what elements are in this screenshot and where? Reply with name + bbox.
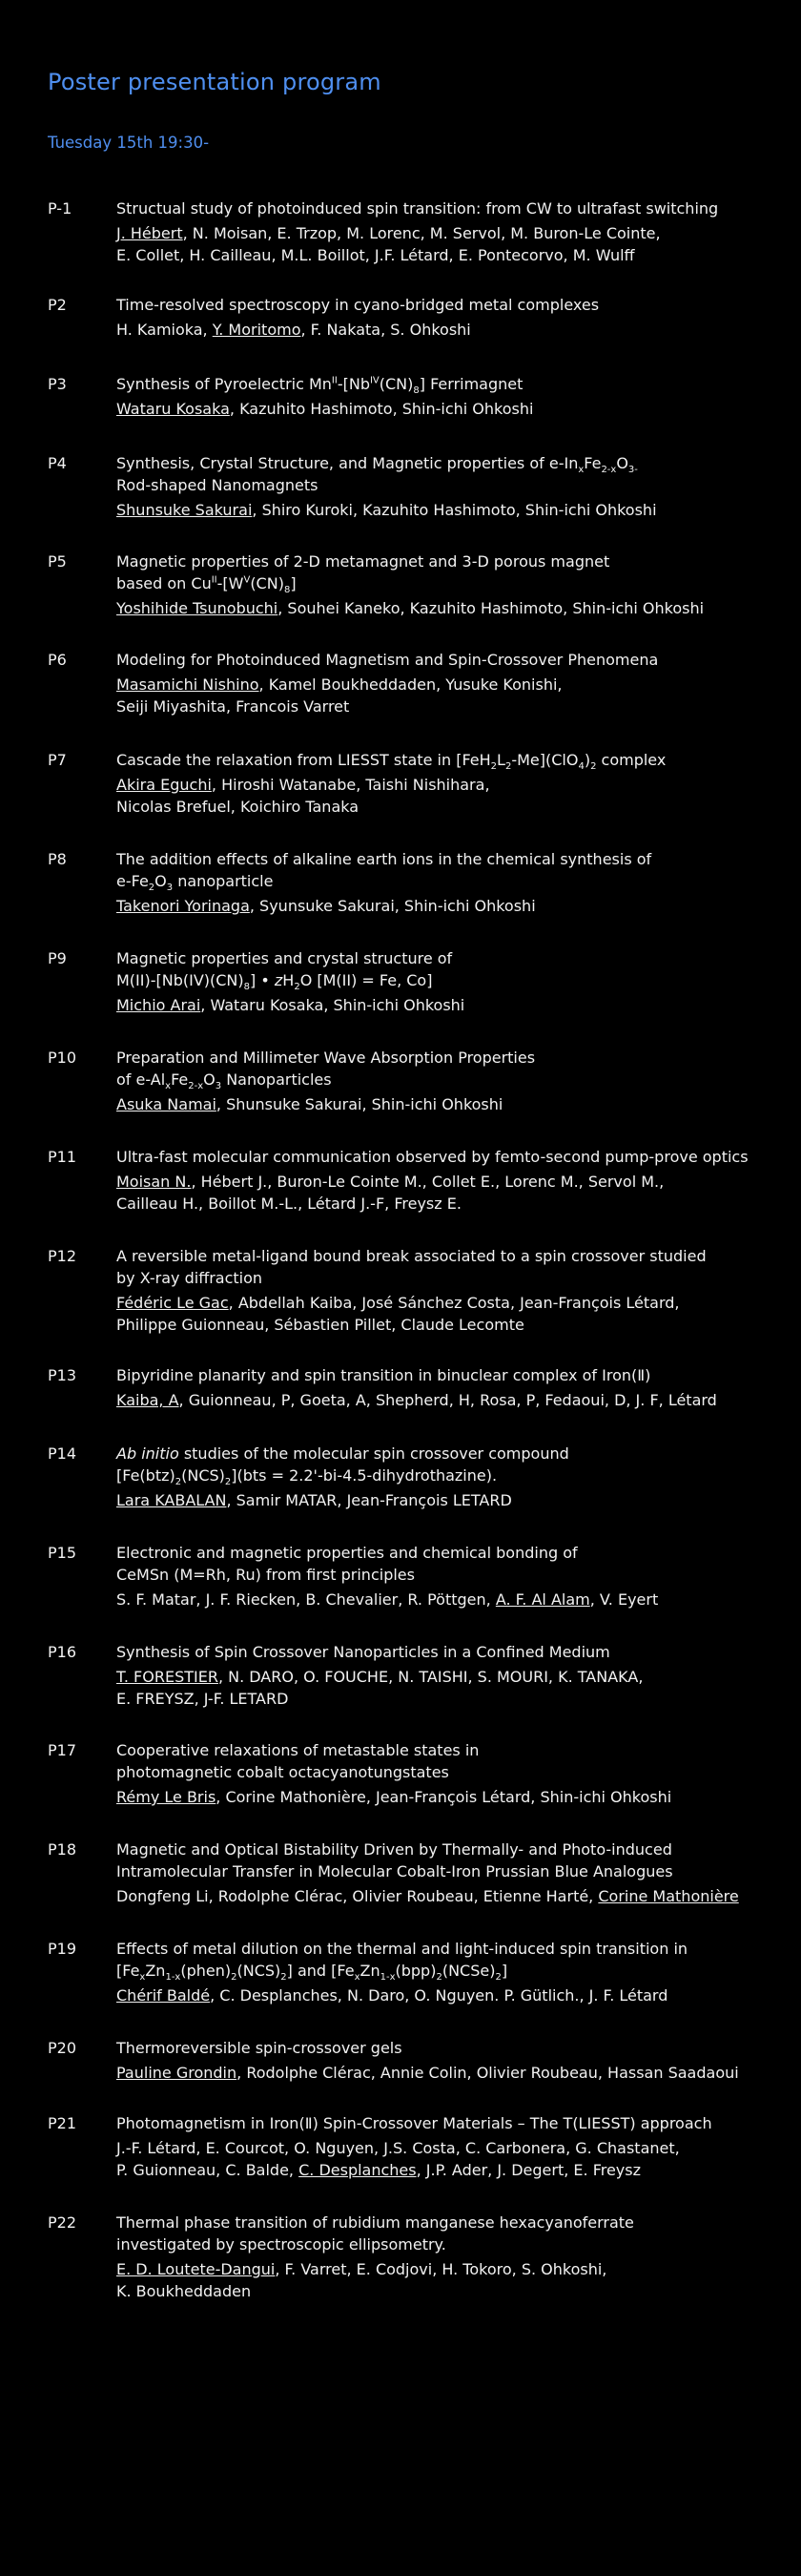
- poster-authors: Kaiba, A, Guionneau, P, Goeta, A, Shepherd, H, Rosa, P, Fedaoui, D, J. F, Létard: [116, 1391, 717, 1409]
- poster-authors: Fédéric Le Gac, Abdellah Kaiba, José Sánchez Costa, Jean-François Létard,: [116, 1294, 680, 1312]
- poster-entry: [48, 1443, 782, 1511]
- poster-authors: J.-F. Létard, E. Courcot, O. Nguyen, J.S. Costa, C. Carbonera, G. Chastanet,: [116, 2139, 680, 2157]
- poster-authors: J. Hébert, N. Moisan, E. Trzop, M. Lorenc, M. Servol, M. Buron-Le Cointe,: [116, 224, 661, 242]
- presenter-name: Asuka Namai: [116, 1095, 216, 1113]
- poster-authors: Shunsuke Sakurai, Shiro Kuroki, Kazuhito Hashimoto, Shin-ichi Ohkoshi: [116, 501, 657, 519]
- poster-entry: [48, 452, 782, 521]
- poster-entry: [48, 1839, 782, 1907]
- presenter-name: Michio Arai: [116, 996, 201, 1014]
- poster-authors-line2: P. Guionneau, C. Balde, C. Desplanches, J.P. Ader, J. Degert, E. Freysz: [116, 2161, 641, 2179]
- poster-number: P4: [48, 454, 67, 472]
- poster-number: P16: [48, 1643, 77, 1661]
- poster-entry: [48, 848, 782, 917]
- poster-authors: Michio Arai, Wataru Kosaka, Shin-ichi Ohkoshi: [116, 996, 465, 1014]
- poster-authors: Asuka Namai, Shunsuke Sakurai, Shin-ichi Ohkoshi: [116, 1095, 503, 1113]
- poster-authors-line2: Philippe Guionneau, Sébastien Pillet, Claude Lecomte: [116, 1316, 524, 1334]
- presenter-name: C. Desplanches: [298, 2161, 417, 2179]
- presenter-name: Rémy Le Bris: [116, 1788, 216, 1806]
- presenter-name: Y. Moritomo: [212, 321, 301, 339]
- poster-title-line2: by X-ray diffraction: [116, 1269, 263, 1287]
- poster-number: P20: [48, 2039, 77, 2057]
- poster-title-line2: CeMSn (M=Rh, Ru) from first principles: [116, 1566, 415, 1584]
- poster-authors: Lara KABALAN, Samir MATAR, Jean-François LETARD: [116, 1491, 512, 1509]
- poster-number: P10: [48, 1049, 77, 1067]
- poster-title: Ab initio studies of the molecular spin crossover compound: [116, 1444, 569, 1463]
- poster-title-line2: based on $Cu^{II}-[W^V(CN)_8]$: [116, 574, 297, 596]
- poster-title: The addition effects of alkaline earth ions in the chemical synthesis of: [116, 850, 652, 868]
- poster-authors-line2: Nicolas Brefuel, Koichiro Tanaka: [116, 798, 359, 816]
- poster-entry: [48, 1938, 782, 2006]
- poster-number: P17: [48, 1741, 77, 1759]
- poster-title: Synthesis of Pyroelectric $Mn^{II}-[Nb^{IV}(CN)_8]$ Ferrimagnet: [116, 375, 524, 397]
- poster-authors-line2: Seiji Miyashita, Francois Varret: [116, 697, 350, 716]
- presenter-name: Pauline Grondin: [116, 2064, 237, 2082]
- poster-authors: Yoshihide Tsunobuchi, Souhei Kaneko, Kazuhito Hashimoto, Shin-ichi Ohkoshi: [116, 599, 705, 617]
- poster-number: P14: [48, 1444, 77, 1463]
- poster-number: P9: [48, 949, 67, 967]
- poster-title-line2: $[Fe(btz)_2(NCS)_2](bts$ = 2.2'-bi-4.5-dihydrothazine).: [116, 1466, 498, 1488]
- poster-entry: [48, 1739, 782, 1808]
- poster-entry: [48, 649, 782, 717]
- page-title: Poster presentation program: [48, 69, 381, 95]
- poster-entry: [48, 197, 782, 266]
- poster-title: Effects of metal dilution on the thermal and light-induced spin transition in: [116, 1940, 688, 1958]
- poster-title: Bipyridine planarity and spin transition in binuclear complex of Iron(Ⅱ): [116, 1366, 651, 1384]
- poster-title: Electronic and magnetic properties and chemical bonding of: [116, 1544, 578, 1562]
- poster-number: P12: [48, 1247, 77, 1265]
- poster-title: Photomagnetism in Iron(Ⅱ) Spin-Crossover Materials – The T(LIESST) approach: [116, 2114, 712, 2132]
- poster-number: P5: [48, 552, 67, 571]
- poster-title: Synthesis, Crystal Structure, and Magnetic properties of $e-In_xFe_{2-x}O_{3-}$: [116, 454, 638, 476]
- poster-number: P22: [48, 2213, 77, 2232]
- presenter-name: T. FORESTIER: [116, 1668, 218, 1686]
- poster-title-line2: of $e-Al_xFe_{2-x}O_3$ Nanoparticles: [116, 1070, 332, 1092]
- poster-title: Preparation and Millimeter Wave Absorption Properties: [116, 1049, 536, 1067]
- poster-title: Cascade the relaxation from LIESST state in $[FeH_2L_2-Me](ClO_4)_2$ complex: [116, 751, 667, 773]
- poster-title: Structual study of photoinduced spin transition: from CW to ultrafast switching: [116, 199, 719, 218]
- poster-title: Ultra-fast molecular communication observed by femto-second pump-prove optics: [116, 1148, 749, 1166]
- presenter-name: Takenori Yorinaga: [116, 897, 250, 915]
- poster-entry: [48, 2212, 782, 2302]
- presenter-name: Kaiba, A: [116, 1391, 179, 1409]
- poster-authors: Takenori Yorinaga, Syunsuke Sakurai, Shin-ichi Ohkoshi: [116, 897, 536, 915]
- poster-title: Cooperative relaxations of metastable states in: [116, 1741, 480, 1759]
- poster-title: Synthesis of Spin Crossover Nanoparticles in a Confined Medium: [116, 1643, 610, 1661]
- poster-authors: S. F. Matar, J. F. Riecken, B. Chevalier, R. Pöttgen, A. F. Al Alam, V. Eyert: [116, 1590, 659, 1609]
- presenter-name: Lara KABALAN: [116, 1491, 227, 1509]
- poster-authors: E. D. Loutete-Dangui, F. Varret, E. Codjovi, H. Tokoro, S. Ohkoshi,: [116, 2260, 607, 2278]
- poster-entry: [48, 1047, 782, 1115]
- poster-entry: [48, 373, 782, 420]
- poster-number: P15: [48, 1544, 77, 1562]
- poster-title: Time-resolved spectroscopy in cyano-bridged metal complexes: [116, 296, 600, 314]
- poster-authors-line2: K. Boukheddaden: [116, 2282, 252, 2300]
- poster-number: P3: [48, 375, 67, 393]
- poster-authors: H. Kamioka, Y. Moritomo, F. Nakata, S. Ohkoshi: [116, 321, 471, 339]
- poster-number: P8: [48, 850, 67, 868]
- presenter-name: Akira Eguchi: [116, 776, 212, 794]
- poster-entry: [48, 749, 782, 818]
- poster-authors-line2: Cailleau H., Boillot M.-L., Létard J.-F, Freysz E.: [116, 1195, 462, 1213]
- poster-entry: [48, 2037, 782, 2084]
- poster-entry: [48, 947, 782, 1016]
- poster-authors: Dongfeng Li, Rodolphe Clérac, Olivier Roubeau, Etienne Harté, Corine Mathonière: [116, 1887, 739, 1905]
- poster-entry: [48, 551, 782, 619]
- presenter-name: Fédéric Le Gac: [116, 1294, 229, 1312]
- poster-title-line2: $[Fe_xZn_{1-x}(phen)_2(NCS)_2]$ and $[Fe_xZn_{1-x}(bpp)_2(NCSe)_2]$: [116, 1962, 508, 1984]
- presenter-name: Shunsuke Sakurai: [116, 501, 253, 519]
- poster-title: Magnetic properties and crystal structure of: [116, 949, 453, 967]
- presenter-name: Masamichi Nishino: [116, 675, 259, 694]
- poster-title: A reversible metal-ligand bound break associated to a spin crossover studied: [116, 1247, 707, 1265]
- poster-number: P18: [48, 1840, 77, 1859]
- poster-number: P7: [48, 751, 67, 769]
- poster-authors: T. FORESTIER, N. DARO, O. FOUCHE, N. TAISHI, S. MOURI, K. TANAKA,: [116, 1668, 644, 1686]
- poster-title-line2: investigated by spectroscopic ellipsometry.: [116, 2235, 446, 2254]
- poster-title-line2: $M(II)-[Nb(IV)(CN)_8]$ • $zH_2O$ [M(II) = Fe, Co]: [116, 971, 433, 993]
- poster-authors-line2: E. Collet, H. Cailleau, M.L. Boillot, J.F. Létard, E. Pontecorvo, M. Wulff: [116, 246, 635, 264]
- poster-title: Thermoreversible spin-crossover gels: [116, 2039, 402, 2057]
- poster-entry: [48, 1245, 782, 1336]
- poster-title-line2: Rod-shaped Nanomagnets: [116, 476, 318, 494]
- poster-title: Magnetic and Optical Bistability Driven by Thermally- and Photo-induced: [116, 1840, 672, 1859]
- presenter-name: Moisan N.: [116, 1173, 192, 1191]
- session-heading: Tuesday 15th 19:30-: [48, 134, 210, 152]
- poster-number: P19: [48, 1940, 77, 1958]
- presenter-name: Chérif Baldé: [116, 1986, 211, 2005]
- poster-authors: Pauline Grondin, Rodolphe Clérac, Annie Colin, Olivier Roubeau, Hassan Saadaoui: [116, 2064, 739, 2082]
- poster-number: P2: [48, 296, 67, 314]
- poster-entry: [48, 1641, 782, 1710]
- poster-title-line2: photomagnetic cobalt octacyanotungstates: [116, 1763, 449, 1781]
- poster-title-line2: Intramolecular Transfer in Molecular Cobalt-Iron Prussian Blue Analogues: [116, 1862, 673, 1880]
- poster-entry: [48, 1364, 782, 1411]
- poster-number: P13: [48, 1366, 77, 1384]
- poster-title-line2: $e-Fe_2O_3$ nanoparticle: [116, 872, 274, 894]
- poster-entry: [48, 1542, 782, 1610]
- poster-authors: Masamichi Nishino, Kamel Boukheddaden, Yusuke Konishi,: [116, 675, 563, 694]
- poster-authors-line2: E. FREYSZ, J-F. LETARD: [116, 1690, 289, 1708]
- poster-authors: Chérif Baldé, C. Desplanches, N. Daro, O. Nguyen. P. Gütlich., J. F. Létard: [116, 1986, 668, 2005]
- presenter-name: Wataru Kosaka: [116, 400, 230, 418]
- poster-entry: [48, 2112, 782, 2181]
- poster-title: Thermal phase transition of rubidium manganese hexacyanoferrate: [116, 2213, 634, 2232]
- presenter-name: Corine Mathonière: [598, 1887, 739, 1905]
- poster-entry: [48, 1146, 782, 1215]
- poster-authors: Moisan N., Hébert J., Buron-Le Cointe M., Collet E., Lorenc M., Servol M.,: [116, 1173, 665, 1191]
- poster-authors: Wataru Kosaka, Kazuhito Hashimoto, Shin-ichi Ohkoshi: [116, 400, 534, 418]
- poster-number: P6: [48, 651, 67, 669]
- poster-number: P-1: [48, 199, 72, 218]
- poster-number: P11: [48, 1148, 77, 1166]
- poster-entry: [48, 294, 782, 341]
- poster-number: P21: [48, 2114, 77, 2132]
- poster-authors: Rémy Le Bris, Corine Mathonière, Jean-François Létard, Shin-ichi Ohkoshi: [116, 1788, 672, 1806]
- presenter-name: Yoshihide Tsunobuchi: [116, 599, 278, 617]
- poster-title: Modeling for Photoinduced Magnetism and Spin-Crossover Phenomena: [116, 651, 659, 669]
- presenter-name: J. Hébert: [116, 224, 183, 242]
- presenter-name: A. F. Al Alam: [495, 1590, 590, 1609]
- poster-authors: Akira Eguchi, Hiroshi Watanabe, Taishi Nishihara,: [116, 776, 490, 794]
- poster-title: Magnetic properties of 2-D metamagnet and 3-D porous magnet: [116, 552, 610, 571]
- presenter-name: E. D. Loutete-Dangui: [116, 2260, 276, 2278]
